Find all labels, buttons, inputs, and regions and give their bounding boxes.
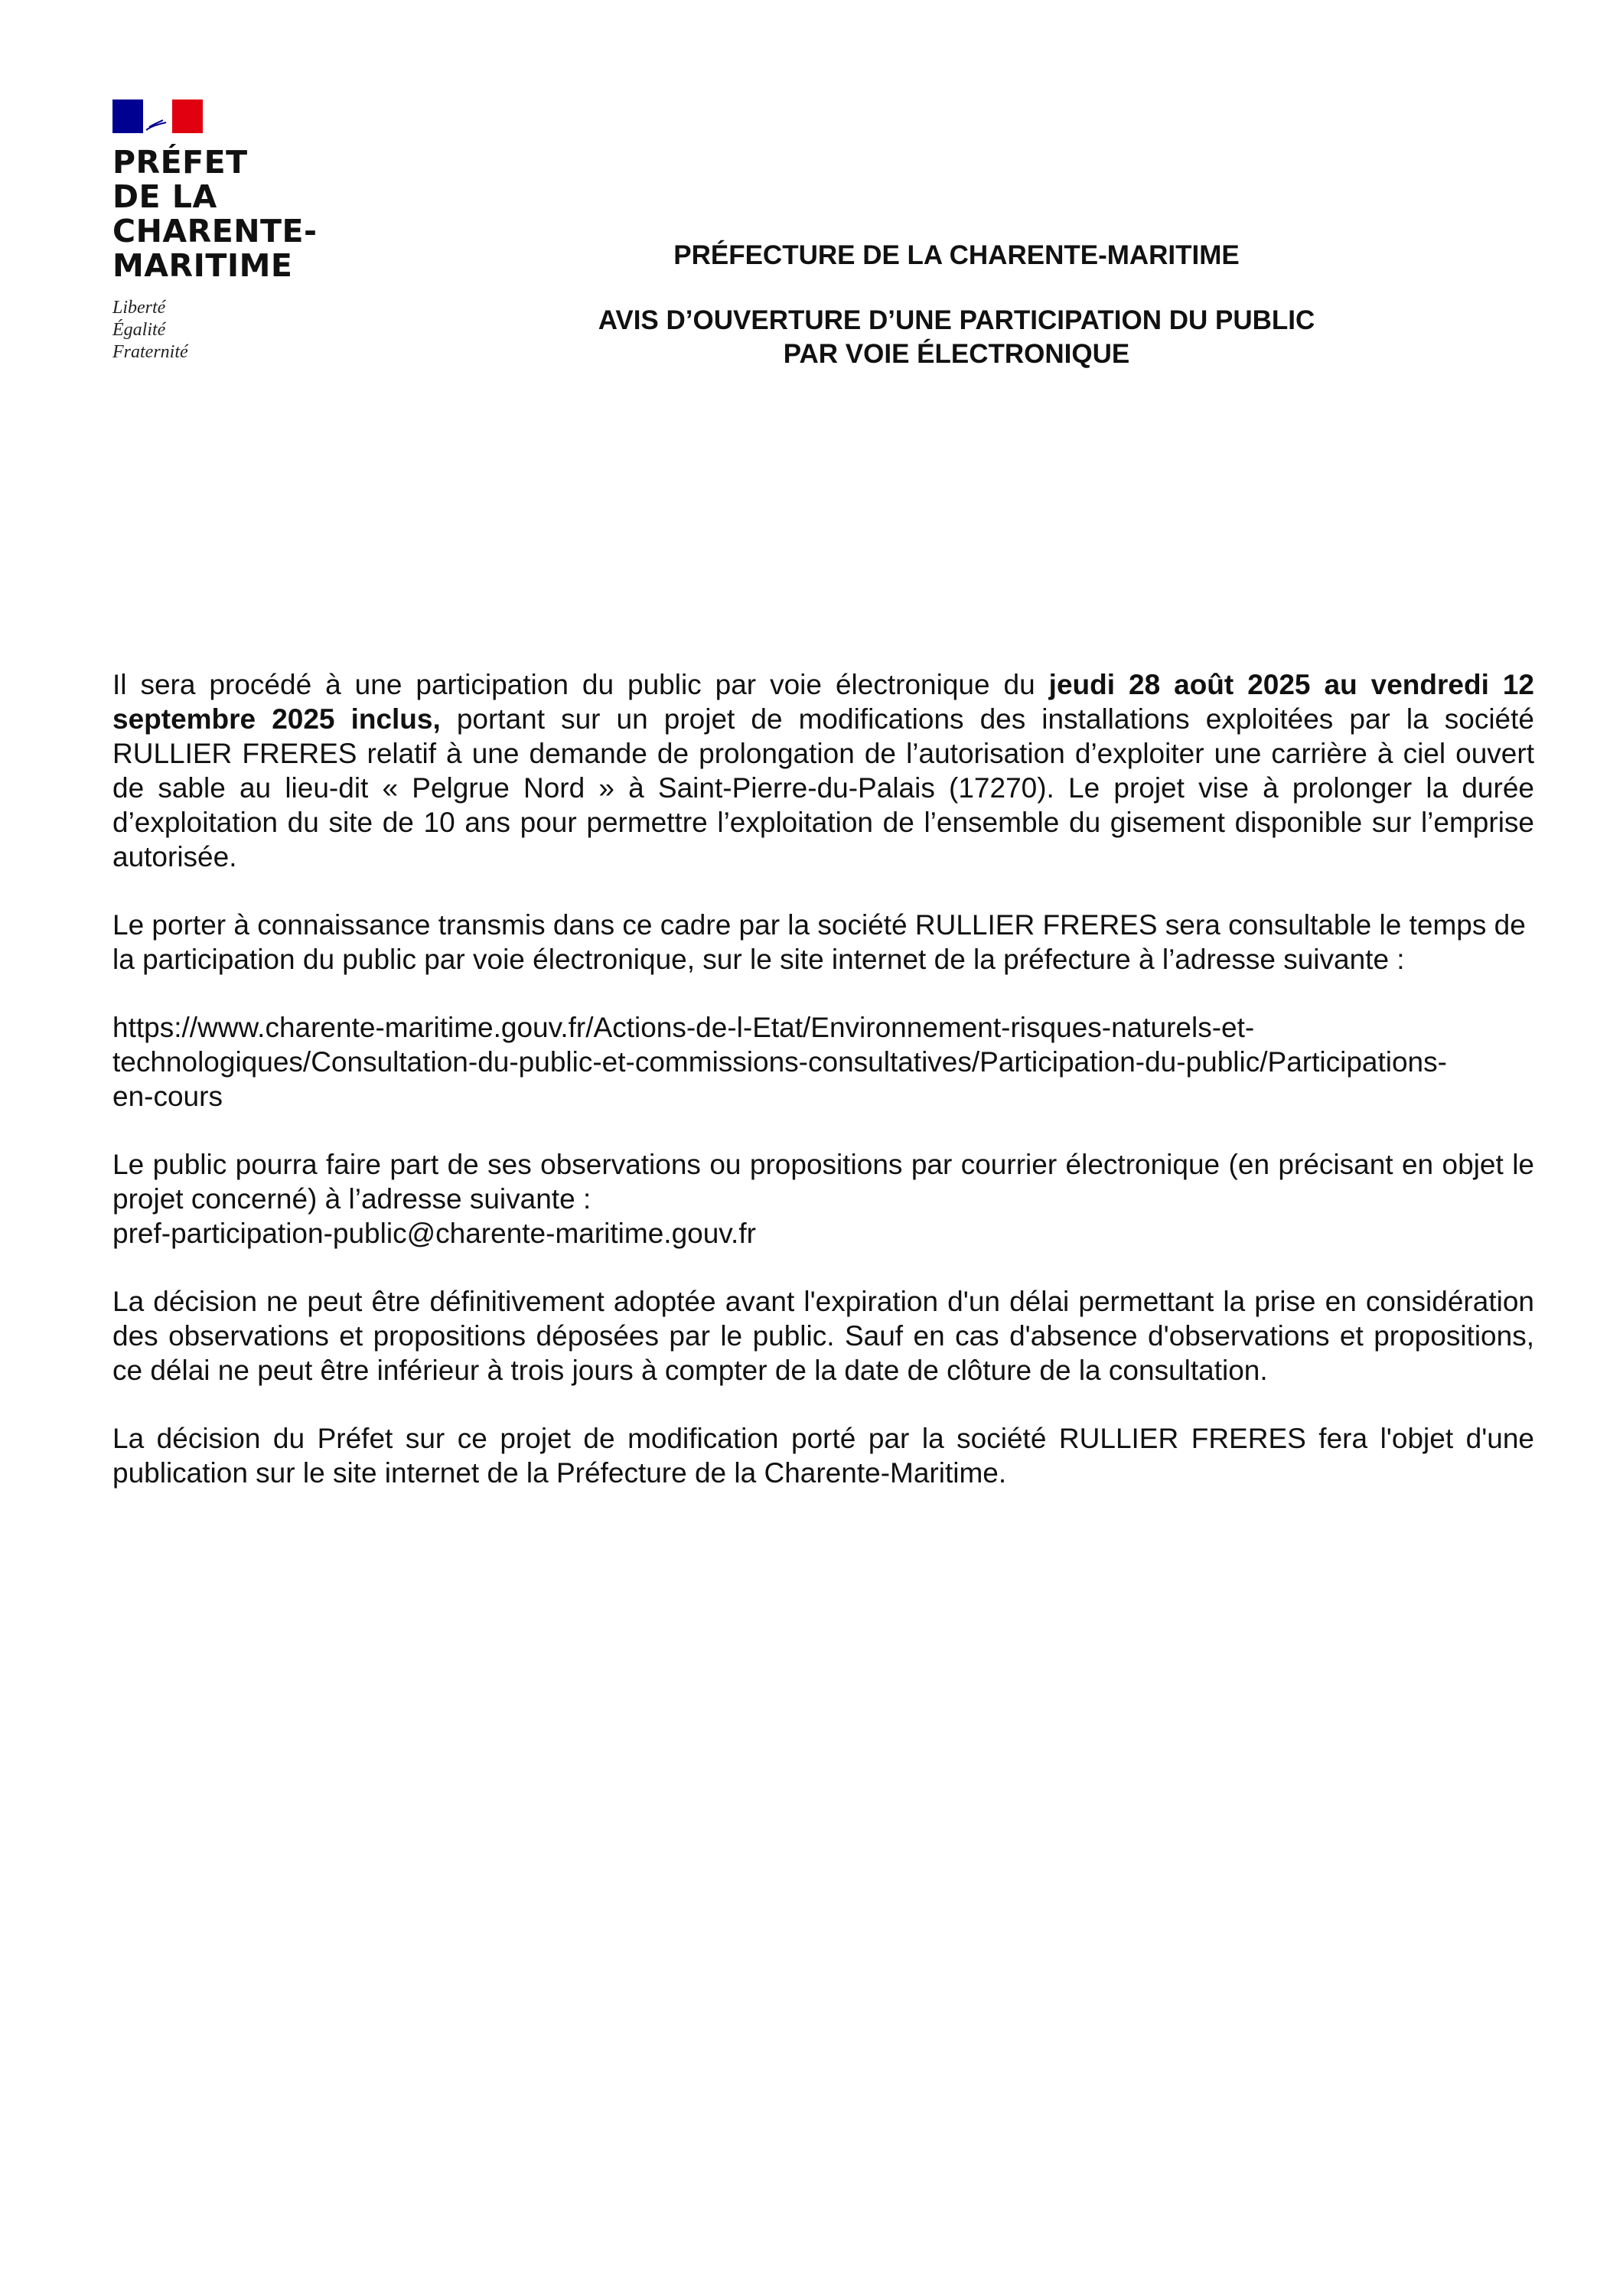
prefecture-url-link[interactable] (112, 1010, 1534, 1114)
prefet-title-line: CHARENTE- (112, 213, 318, 249)
notice-title-line: PAR VOIE ÉLECTRONIQUE (783, 339, 1130, 369)
announcement-details: portant sur un projet de modifications des installations exploitées par la société RULLIER FRERES relatif à une demande de prolongation de l’autorisation d’exploiter une carrière à ciel ouvert de sable au lieu-dit « Pelgrue Nord » à Saint-Pierre-du-Palais (17270). Le projet vise à prolonger la durée d’exploitation du site de 10 ans pour permettre l’exploitation de l’ensemble du gisement disponible sur l’emprise autorisée. (112, 703, 1534, 872)
prefet-logo (112, 99, 357, 364)
url-line: technologiques/Consultation-du-public-et-commissions-consultatives/Participation-du-public/Participations- (112, 1046, 1447, 1078)
participation-dates: jeudi 28 août 2025 au vendredi 12 septembre 2025 inclus, (112, 669, 1534, 735)
contact-email-link[interactable]: pref-participation-public@charente-maritime.gouv.fr (112, 1218, 756, 1249)
announcement-lead: Il sera procédé à une participation du public par voie électronique du (112, 669, 1049, 700)
notice-title (459, 304, 1454, 371)
prefet-title (112, 145, 357, 283)
url-line: en-cours (112, 1081, 223, 1112)
prefet-title-line: PRÉFET (112, 144, 248, 181)
organisation-name: PRÉFECTURE DE LA CHARENTE-MARITIME (673, 240, 1240, 270)
paragraph-observations (112, 1147, 1534, 1251)
motto-fraternite: Fraternité (112, 342, 188, 362)
paragraph-decision-delay: La décision ne peut être définitivement adoptée avant l'expiration d'un délai permettant la prise en considération des observations et propositions déposées par le public. Sauf en cas d'absence d'observations et propositions, ce délai ne peut être inférieur à trois jours à compter de la date de clôture de la consultation. (112, 1286, 1534, 1386)
prefet-title-line: DE LA (112, 178, 217, 215)
motto-egalite: Égalité (112, 320, 166, 340)
prefet-title-line: MARITIME (112, 247, 293, 284)
paragraph-announcement (112, 667, 1534, 874)
motto-liberte: Liberté (112, 298, 166, 318)
observations-text: Le public pourra faire part de ses observations ou propositions par courrier électronique (en précisant en objet le projet concerné) à l’adresse suivante : (112, 1149, 1534, 1215)
republic-motto (112, 297, 357, 364)
notice-body (112, 667, 1534, 1524)
paragraph-consultation: Le porter à connaissance transmis dans ce cadre par la société RULLIER FRERES sera consultable le temps de la participation du public par voie électronique, sur le site internet de la préfecture à l’adresse suivante : (112, 909, 1526, 975)
marianne-emblem-icon (112, 99, 203, 133)
paragraph-publication: La décision du Préfet sur ce projet de modification porté par la société RULLIER FRERES fera l'objet d'une publication sur le site internet de la Préfecture de la Charente-Maritime. (112, 1423, 1534, 1489)
url-line: https://www.charente-maritime.gouv.fr/Actions-de-l-Etat/Environnement-risques-naturels-et- (112, 1012, 1255, 1043)
document-header (459, 239, 1454, 371)
notice-title-line: AVIS D’OUVERTURE D’UNE PARTICIPATION DU PUBLIC (598, 305, 1315, 335)
